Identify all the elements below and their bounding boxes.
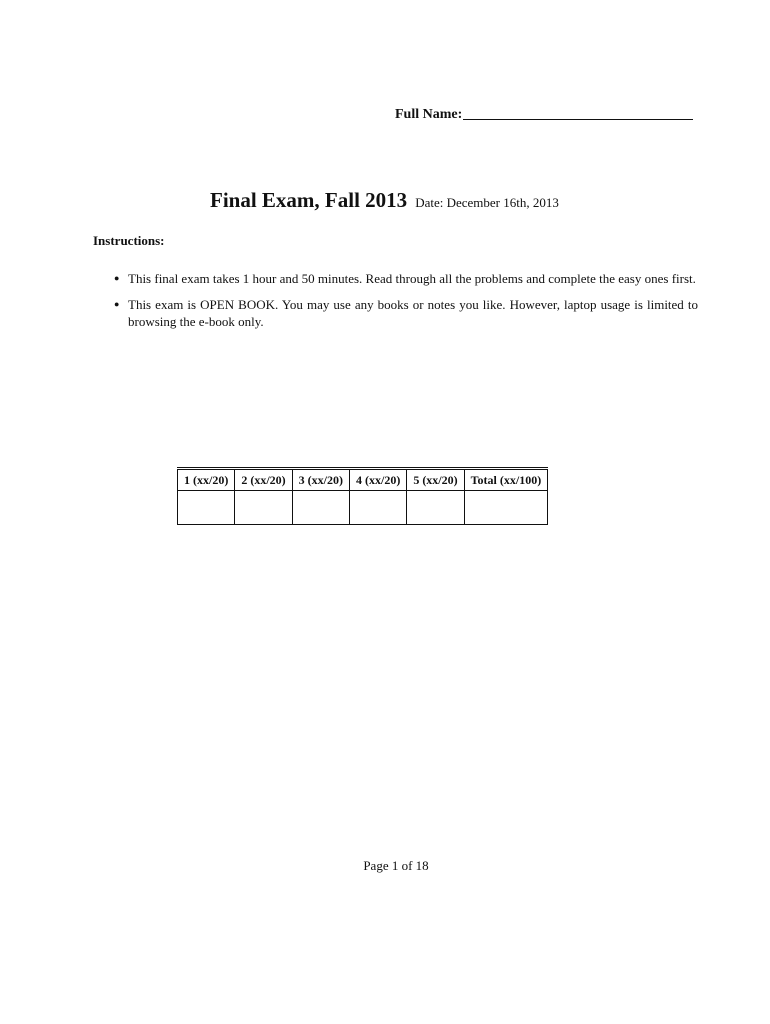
score-table-value-row <box>178 491 548 525</box>
score-cell-problem-2 <box>235 491 292 525</box>
exam-title-row <box>210 188 559 213</box>
instruction-text: This exam is OPEN BOOK. You may use any books or notes you like. However, laptop usage is limited to browsing the e-book only. <box>128 297 698 329</box>
score-header-total: Total (xx/100) <box>464 469 548 491</box>
exam-title: Final Exam, Fall 2013 <box>210 188 408 212</box>
instruction-text: This final exam takes 1 hour and 50 minutes. Read through all the problems and complete the easy ones first. <box>128 271 696 286</box>
score-header-problem-2: 2 (xx/20) <box>235 469 292 491</box>
score-header-problem-3: 3 (xx/20) <box>292 469 349 491</box>
bullet-icon: ● <box>114 299 120 309</box>
score-header-problem-4: 4 (xx/20) <box>349 469 406 491</box>
score-cell-problem-3 <box>292 491 349 525</box>
score-header-problem-5: 5 (xx/20) <box>407 469 464 491</box>
page-number: Page 1 of 18 <box>363 858 429 873</box>
score-cell-problem-5 <box>407 491 464 525</box>
instructions-heading: Instructions: <box>93 233 165 248</box>
score-header-problem-1: 1 (xx/20) <box>178 469 235 491</box>
score-cell-problem-1 <box>178 491 235 525</box>
full-name-label: Full Name: <box>395 107 463 122</box>
instruction-item <box>114 296 698 330</box>
score-cell-total <box>464 491 548 525</box>
exam-date: Date: December 16th, 2013 <box>415 195 559 210</box>
instructions-list <box>114 270 698 339</box>
score-table <box>177 467 548 525</box>
full-name-field <box>395 106 693 124</box>
full-name-blank-line <box>463 119 693 120</box>
score-cell-problem-4 <box>349 491 406 525</box>
bullet-icon: ● <box>114 273 120 283</box>
instruction-item <box>114 270 698 287</box>
score-table-header-row <box>178 469 548 491</box>
